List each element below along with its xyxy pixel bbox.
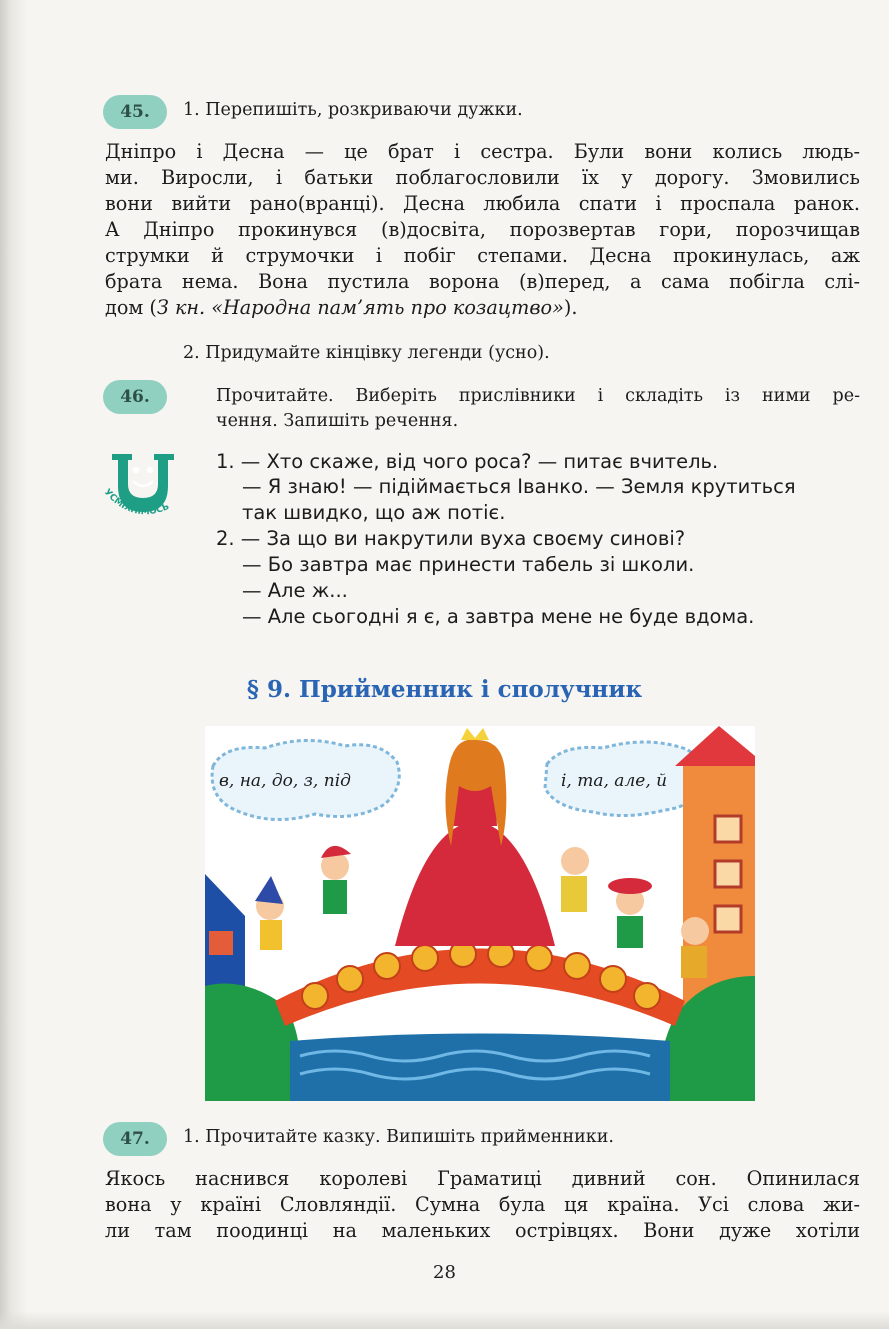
- cloud-right-text: і, та, але, й: [561, 771, 668, 791]
- text-line-content: брата нема. Вона пустила ворона (в)перед, а сама побігла слі: [105, 270, 854, 293]
- exercise-number: 46.: [120, 387, 150, 407]
- joke-line: 1. — Хто скаже, від чого роса? — питає вчитель.: [216, 450, 719, 473]
- text-line-content: Дніпро і Десна — це брат і сестра. Були вони колись люд: [105, 140, 844, 163]
- text-line: вона у країні Словляндії. Сумна була ця країна. Усі слова жи-: [105, 1193, 860, 1216]
- text-line: [105, 269, 860, 295]
- task-instruction: 1. Прочитайте казку. Випишіть прийменники.: [183, 1127, 614, 1147]
- cloud-left-text: в, на, до, з, під: [219, 771, 351, 791]
- joke-line: — Бо завтра має принести табель зі школи.: [242, 553, 695, 576]
- text-line: ми. Виросли, і батьки поблагословили їх у дорогу. Змовились: [105, 166, 860, 189]
- text-line-content: дом (: [105, 296, 157, 319]
- hyphen: ь-: [843, 140, 860, 163]
- joke-line: — Але сьогодні я є, а завтра мене не буде вдома.: [242, 605, 755, 628]
- source-citation: З кн. «Народна пам’ять про козацтво»: [156, 296, 564, 319]
- task-instruction: Прочитайте. Виберіть прислівники і складіть із ними ре-: [216, 386, 860, 406]
- text-line: Якось наснився королеві Граматиці дивний сон. Опинилася: [105, 1167, 860, 1190]
- text-line: [105, 139, 860, 165]
- page-fold-shadow: [0, 0, 28, 1329]
- fairy-tale-illustration: [205, 726, 755, 1101]
- smile-icon: [98, 448, 188, 528]
- icon-label: УСМІХНІМОСЬ: [101, 487, 171, 518]
- text-line: ли там поодинці на маленьких острівцях. Вони дуже хотіли: [105, 1219, 860, 1242]
- text-line: А Дніпро прокинувся (в)досвіта, порозвертав гори, порозчищав: [105, 218, 860, 241]
- page-number: 28: [433, 1262, 456, 1283]
- joke-line: 2. — За що ви накрутили вуха своєму синові?: [216, 527, 686, 550]
- exercise-number: 45.: [120, 102, 150, 122]
- exercise-number-badge: [103, 380, 167, 414]
- joke-line: так швидко, що аж потіє.: [242, 501, 506, 524]
- exercise-number: 47.: [120, 1129, 150, 1149]
- task-instruction: 2. Придумайте кінцівку легенди (усно).: [183, 343, 550, 363]
- river: [290, 1034, 670, 1102]
- source-suffix: ).: [563, 296, 578, 319]
- section-title: § 9. Прийменник і сполучник: [246, 676, 643, 703]
- text-line: вони вийти рано(вранці). Десна любила спати і проспала ранок.: [105, 192, 860, 215]
- task-instruction: чення. Запишіть речення.: [216, 411, 459, 431]
- joke-line: — Я знаю! — підіймається Іванко. — Земля крутиться: [242, 475, 796, 498]
- text-line-source: [105, 295, 860, 321]
- joke-line: — Але ж...: [242, 579, 348, 602]
- hyphen: -: [853, 270, 860, 293]
- page-edge-shadow: [0, 1311, 889, 1329]
- exercise-number-badge: [103, 1122, 167, 1156]
- task-instruction: 1. Перепишіть, розкриваючи дужки.: [183, 100, 523, 120]
- text-line: струмки й струмочки і побіг степами. Десна прокинулась, аж: [105, 244, 860, 267]
- exercise-number-badge: [103, 95, 167, 129]
